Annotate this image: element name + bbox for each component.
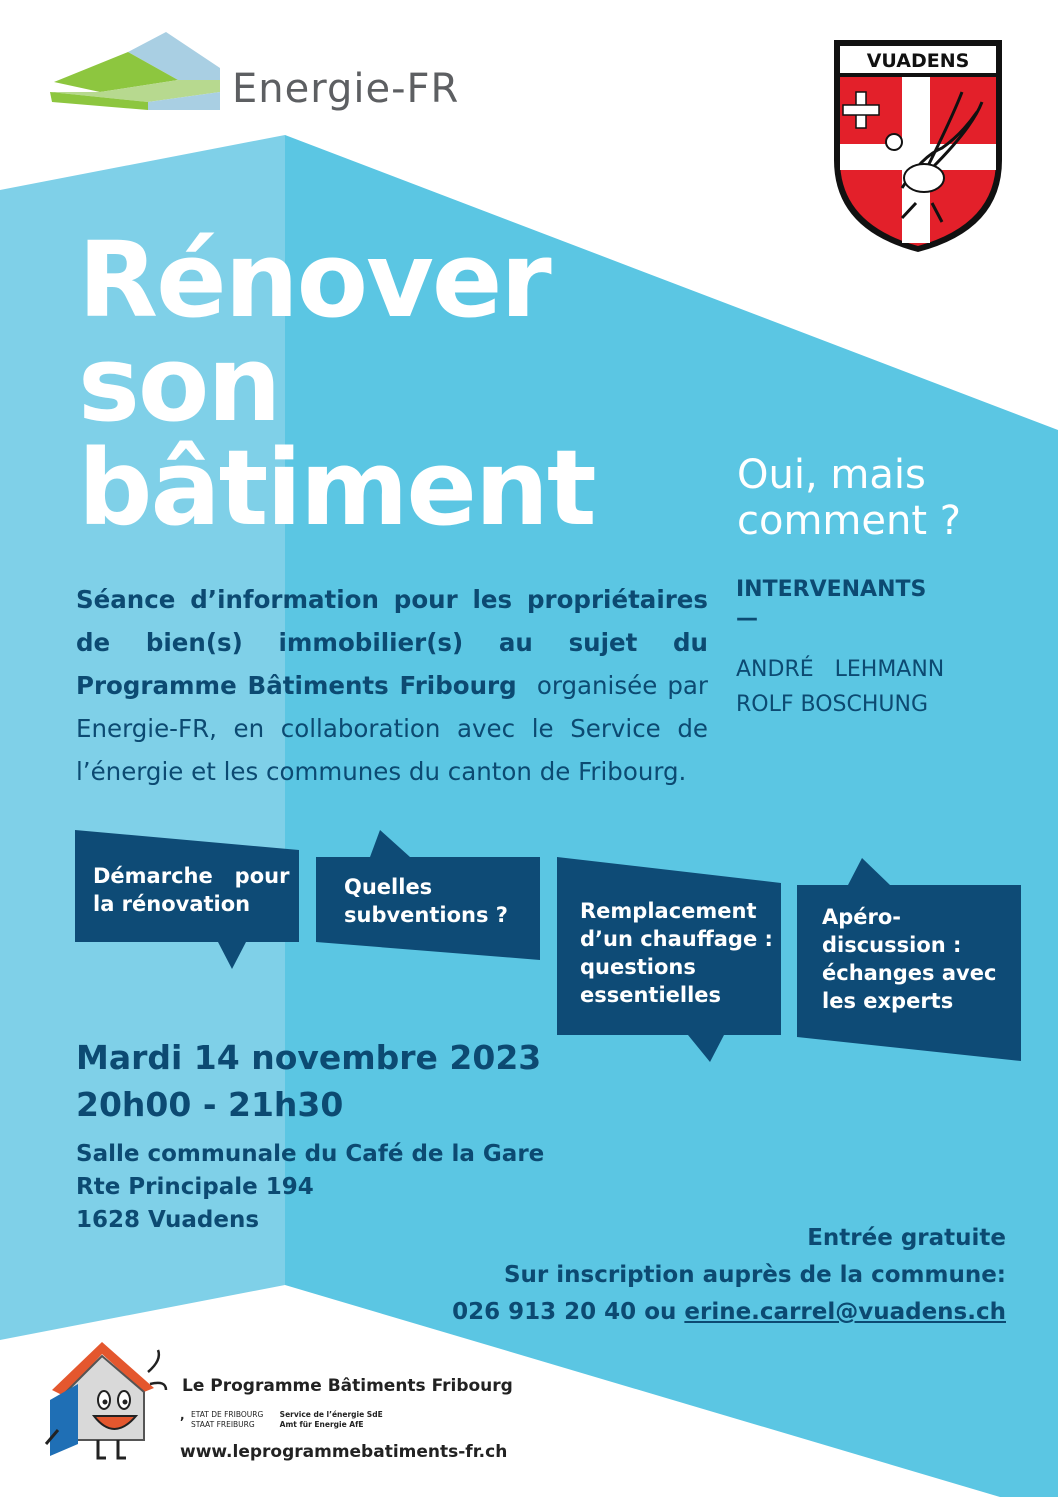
title-line-3: bâtiment: [78, 427, 595, 549]
venue-line: Salle communale du Café de la Gare: [76, 1141, 545, 1167]
event-date: Mardi 14 novembre 2023: [76, 1038, 542, 1077]
speaker-name: ANDRÉ LEHMANN: [736, 657, 945, 682]
event-time: 20h00 - 21h30: [76, 1085, 344, 1124]
program-name: Le Programme Bâtiments Fribourg: [182, 1376, 513, 1396]
intro-regular: organisée par Energie-FR, en collaboration avec le Service de l’énergie et les communes du canton de Fribourg.: [76, 671, 708, 786]
energie-fr-logo-text: Energie-FR: [232, 66, 460, 112]
contact-line: [452, 1294, 1006, 1331]
subtitle-line-2: comment ?: [737, 498, 961, 544]
contact-phone: 026 913 20 40 ou: [452, 1299, 685, 1325]
energy-service-name: Service de l’énergie SdE Amt für Energie AfE: [279, 1410, 383, 1429]
program-website-link[interactable]: www.leprogrammebatiments-fr.ch: [180, 1442, 508, 1462]
speakers-divider: —: [736, 606, 758, 631]
venue-line: Rte Principale 194: [76, 1174, 314, 1200]
subtitle-line-1: Oui, mais: [737, 452, 926, 498]
state-logo-block: [180, 1410, 397, 1430]
speakers-heading: INTERVENANTS: [736, 577, 927, 602]
title-line-1: Rénover: [78, 219, 550, 341]
signup-note: Sur inscription auprès de la commune:: [503, 1262, 1006, 1288]
speaker-name: ROLF BOSCHUNG: [736, 692, 929, 717]
registration-info: [452, 1220, 1006, 1331]
topic-text-3: Remplacement d’un chauffage : questions essentielles: [580, 899, 773, 1007]
intro-bold: Séance d’information pour les propriétaires de bien(s) immobilier(s) au sujet du Programme Bâtiments Fribourg: [76, 585, 708, 700]
commune-name: VUADENS: [866, 50, 970, 72]
topic-text-1: Démarche pour la rénovation: [93, 864, 290, 916]
entry-note: Entrée gratuite: [807, 1225, 1006, 1251]
house-mascot-icon: [44, 1340, 174, 1464]
topic-text-4: Apéro- discussion : échanges avec les experts: [822, 905, 997, 1013]
venue-line: 1628 Vuadens: [76, 1207, 260, 1233]
state-name: , ETAT DE FRIBOURG STAAT FREIBURG: [180, 1408, 264, 1429]
title-line-2: son: [78, 323, 280, 445]
contact-email-link[interactable]: erine.carrel@vuadens.ch: [684, 1299, 1006, 1325]
topic-text-2: Quelles subventions ?: [344, 875, 508, 927]
state-comma-mark: ,: [180, 1408, 185, 1422]
